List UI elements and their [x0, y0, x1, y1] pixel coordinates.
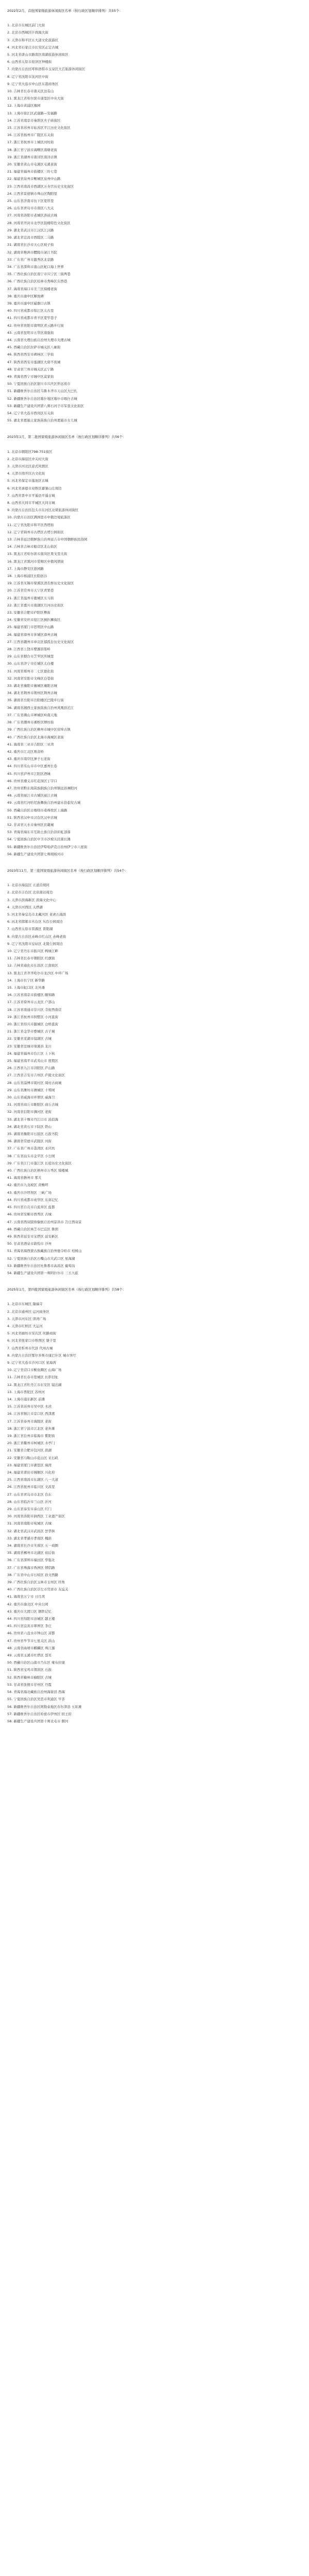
list-item: 18. 浙江省宁波市江北区 老外滩 [7, 1426, 55, 1431]
list-item: 41. 海南省万宁市 日月湾 [7, 1595, 45, 1599]
list-item: 18. 上海市杨浦区长阳创谷 [7, 574, 47, 579]
list-item: 41. 四川省成都市青羊区宽窄巷子 [7, 316, 57, 320]
list-item: 55. 新疆维吾尔自治区伊犁哈萨克自治州伊宁市六星街 [7, 844, 88, 849]
list-item: 49. 青海省西宁市城中区莫家街 [7, 374, 54, 379]
list-item: 23. 福建省厦门市湖里区 海湾 [7, 1463, 52, 1467]
list-item: 25. 山东省济南市历下区宽厚里 [7, 199, 54, 204]
list-item: 7. 山西省晋中市平遥县平遥古城 [7, 493, 55, 498]
list-item: 14. 江苏省南京市秦淮区夫子庙街区 [7, 118, 61, 123]
list-item: 33. 广东省广州市越秀区北京路 [7, 257, 54, 262]
list-item: 31. 河南省南阳市宛城区 古城 [7, 1521, 52, 1526]
list-item: 5. 河北省唐山市路南区南湖旅游休闲街区 [7, 53, 68, 57]
list-item: 48. 云南省丽江市古城区丽江古城 [7, 793, 57, 798]
list-item: 47. 陕西省西安市莲湖区大唐不夜城 [7, 360, 61, 364]
list-item: 57. 新疆维吾尔自治区哈密市伊州区 回王府 [7, 1711, 72, 1716]
list-item: 54. 新疆生产建设兵团第一师阿拉尔市 三五九旅 [7, 1270, 78, 1275]
list-item: 32. 河南省安阳市文峰区仓巷街 [7, 676, 54, 681]
list-item: 13. 上海市普陀区 苏州河 [7, 1389, 45, 1394]
list-item: 43. 重庆市沙坪坝区 三峡广场 [7, 1190, 52, 1195]
list-item: 21. 浙江省温州市鹿城区五马街 [7, 596, 54, 600]
list-item: 43. 重庆市南岸区弹子石老街 [7, 757, 50, 761]
list-item: 53. 新疆维吾尔自治区吐鲁番市高昌区 葡萄沟 [7, 1263, 75, 1268]
list-item: 8. 山西省大同市平城区大同古城 [7, 501, 55, 505]
list-item: 30. 河南省洛阳市涧西区 工业遗产街区 [7, 1514, 65, 1519]
list-item: 14. 吉林省吉林市船营区北山街区 [7, 545, 57, 549]
list-item: 1. 北京市东城区 隆福寺 [7, 1302, 43, 1307]
section-heading: 2022年2月，首批国家级旅游休闲街区名单（按行政区划顺序排列）共55个： [7, 9, 123, 13]
list-item: 52. 甘肃省天水市秦州区伏羲城 [7, 822, 54, 827]
list-item: 1. 北京市朝阳区798-751街区 [7, 449, 53, 454]
list-item: 40. 广西壮族自治区崇左市凭祥市 友谊关 [7, 1587, 68, 1592]
list-item: 34. 湖北省黄石市下陆区 铁山 [7, 1124, 52, 1129]
list-item: 27. 江西省赣州市章贡区郁孤台历史文化街区 [7, 639, 74, 644]
list-item: 36. 广西壮族自治区桂林市秀峰区东西巷 [7, 279, 67, 284]
list-item: 51. 陕西省汉中市汉台区汉中古城 [7, 815, 57, 820]
list-item: 48. 西藏自治区林芝市巴宜区 鲁朗 [7, 1227, 58, 1231]
list-item: 26. 福建省漳州市芗城区漳州古城 [7, 632, 57, 637]
list-item: 28. 山东省淄博市周村区 周村古商城 [7, 1080, 62, 1085]
list-item: 46. 贵州省遵义市红花岗区丁字口 [7, 778, 57, 783]
list-item: 48. 云南省曲靖市麒麟区 珠江源 [7, 1646, 55, 1650]
list-item: 56. 新疆生产建设兵团第七师胡杨河市 [7, 852, 64, 856]
list-item: 22. 浙江省嘉兴市南湖区月河历史街区 [7, 603, 64, 607]
section-heading: 2025年1月，第四批国家级旅游休闲街区名单（按行政区划顺序排列）共58个： [7, 1287, 126, 1292]
list-item: 15. 江苏省苏州市吴中区 木渎 [7, 1404, 52, 1409]
list-item: 52. 新疆维吾尔自治区喀什地区喀什市喀什古城 [7, 396, 77, 401]
list-item: 16. 黑龙江省黑河市爱辉区中俄风情街 [7, 559, 64, 564]
list-item: 2. 北京市海淀区中关村大街 [7, 456, 48, 461]
list-item: 32. 河南省信阳市浉河区 老街 [7, 1110, 52, 1114]
list-item: 39. 重庆市渝中区磁器口古镇 [7, 301, 50, 306]
list-item: 54. 辽宁省大连市西岗区东关街 [7, 411, 54, 415]
list-item: 6. 河北省张家口市桥西区 堡子里 [7, 1338, 56, 1343]
list-item: 44. 四川省乐山市市中区嘉州长卷 [7, 764, 57, 769]
list-item: 32. 湖北省武汉市武昌区 昙华林 [7, 1529, 55, 1533]
list-item: 38. 广东省中山市石岐区 孙文西路 [7, 1572, 58, 1577]
list-item: 13. 上海市徐汇区武康路—安福路 [7, 111, 57, 115]
list-item: 17. 上海市静安区愚园路 [7, 566, 44, 571]
list-item: 33. 湖北省襄阳市襄城区襄阳古城 [7, 684, 57, 688]
list-item: 51. 青海省海西蒙古族藏族自治州德令哈市 柏树山 [7, 1249, 82, 1253]
list-item: 39. 广西壮族自治区柳州市城中区窑埠古镇 [7, 727, 71, 732]
list-item: 50. 西藏自治区日喀则市桑珠孜区上海路 [7, 808, 67, 812]
list-item: 20. 浙江省绍兴市越城区 仓桥直街 [7, 1022, 58, 1027]
list-item: 9. 辽宁省大连市中山区东港商务区 [7, 81, 59, 86]
list-item: 23. 安徽省宣城市绩溪县 龙川 [7, 1044, 52, 1048]
list-item: 3. 天津市和平区五大道文化旅游区 [7, 38, 59, 42]
list-item: 8. 内蒙古自治区鄂尔多斯市康巴什区 城市客厅 [7, 1353, 76, 1358]
list-item: 55. 宁夏回族自治区吴忠市利通区 早茶 [7, 1697, 65, 1702]
list-item: 3. 天津市河东区 津湾广场 [7, 1316, 46, 1321]
list-item: 15. 江苏省苏州市姑苏区平江历史文化街区 [7, 126, 71, 130]
list-item: 46. 贵州省六盘水市钟山区 凉都 [7, 1631, 55, 1636]
list-item: 22. 安徽省马鞍山市花山区 采石矶 [7, 1455, 58, 1460]
list-item: 11. 吉林省长春市朝阳区 红旗街 [7, 956, 55, 961]
list-item: 55. 湖北省恩施土家族苗族自治州恩施市女儿城 [7, 418, 77, 423]
list-item: 27. 山东省青岛市市北区 台东 [7, 1492, 52, 1497]
list-item: 21. 安徽省合肥市包河区 滨湖 [7, 1448, 52, 1453]
list-item: 39. 广东省江门市蓬江区 长堤历史文化街区 [7, 1161, 72, 1165]
list-item: 11. 吉林省长春市宽城区 长影旧址 [7, 1375, 58, 1380]
list-item: 52. 陕西省榆林市榆阳区 古城 [7, 1675, 52, 1680]
list-section [7, 7, 306, 424]
list-section [7, 1286, 306, 1725]
list-item: 24. 福建省莆田市城厢区 兴化府 [7, 1470, 55, 1475]
list-item: 34. 湖北省荆州市荆州区荆州古城 [7, 691, 57, 696]
list-item: 9. 内蒙古自治区包头市东河区北梁旅游休闲街区 [7, 508, 79, 513]
list-item: 54. 青海省海北藏族自治州海晏县 西海 [7, 1690, 65, 1694]
list-item: 37. 广东省广州市荔湾区 永庆坊 [7, 1146, 55, 1151]
list-item: 10. 辽宁省营口市鲅鱼圈区 山海广场 [7, 1368, 62, 1372]
list-item: 56. 新疆维吾尔自治区阿勒泰地区布尔津县 五彩滩 [7, 1704, 82, 1709]
list-item: 14. 上海市浦东新区 前滩 [7, 1397, 45, 1401]
list-item: 29. 山东省潍坊市潍城区 十笏园 [7, 1088, 55, 1092]
list-item: 10. 辽宁省丹东市振兴区 鸭绿江畔 [7, 948, 58, 953]
list-item: 38. 广东省潮州市湘桥区牌坊街 [7, 720, 54, 725]
list-item: 12. 吉林省通化市东昌区 江南街区 [7, 963, 58, 968]
list-item: 41. 海南省三亚市吉阳区三亚湾 [7, 742, 54, 747]
list-item: 13. 吉林省延边朝鲜族自治州延吉市中国朝鲜族民俗园 [7, 537, 88, 542]
list-item: 47. 云南省西双版纳傣族自治州景洪市 告庄西双景 [7, 1219, 82, 1224]
list-section [7, 433, 306, 858]
list-item: 49. 云南省红河哈尼族彝族自治州建水县临安古城 [7, 801, 81, 805]
list-item: 42. 重庆市渝北区 中央公园 [7, 1602, 48, 1606]
list-item: 25. 福建省厦门市思明区中山路 [7, 625, 54, 630]
list-item: 9. 辽宁省大连市沙河口区 星海湾 [7, 1360, 56, 1365]
list-item: 1. 北京市东城区前门大街 [7, 23, 45, 28]
list-item: 35. 广西壮族自治区南宁市兴宁区三街两巷 [7, 272, 71, 277]
list-item: 19. 浙江省湖州市南浔区南浔古镇 [7, 155, 57, 159]
list-item: 24. 江西省景德镇市珠山区陶阳里 [7, 191, 57, 196]
list-item: 7. 山西省忻州市代县 代州古城 [7, 1346, 53, 1350]
list-item: 40. 广西壮族自治区梧州市万秀区 骑楼城 [7, 1168, 68, 1173]
list-item: 15. 黑龙江省哈尔滨市南岗区果戈里大街 [7, 552, 67, 556]
list-item: 9. 辽宁省沈阳市皇姑区 北陵公园周边 [7, 941, 63, 946]
list-item: 4. 天津市红桥区 大运河 [7, 1324, 43, 1328]
list-item: 46. 陕西省西安市碑林区三学街 [7, 352, 54, 357]
list-item: 58. 新疆生产建设兵团第十师北屯市 额河 [7, 1719, 68, 1723]
list-item: 4. 天津市河西区 天塔湖 [7, 905, 43, 909]
list-item: 37. 广东省佛山市禅城区岭南天地 [7, 713, 57, 717]
list-item: 24. 福建省福州市台江区 上下杭 [7, 1051, 55, 1056]
list-item: 29. 山东省烟台市芝罘区所城里 [7, 654, 54, 659]
list-item: 36. 广东省深圳市福田区 华强北 [7, 1558, 55, 1563]
list-item: 54. 宁夏回族自治区中卫市沙坡头区南长滩 [7, 837, 71, 842]
list-item: 49. 云南省玉溪市红塔区 聂耳 [7, 1653, 52, 1658]
list-item: 29. 湖北省武汉市江汉区江汉路 [7, 228, 54, 232]
list-item: 53. 青海省海东市互助土族自治县彩虹部落 [7, 830, 71, 835]
list-item: 45. 四川省泸州市江阳区酒城 [7, 771, 50, 776]
list-item: 40. 四川省成都市锦江区太古里 [7, 309, 54, 313]
list-item: 38. 广东省汕头市金平区 小公园 [7, 1154, 55, 1158]
list-item: 8. 内蒙古自治区赤峰市红山区 赤峰老街 [7, 934, 66, 939]
list-item: 33. 湖北省孝感市孝南区 槐荫 [7, 1536, 52, 1540]
list-item: 5. 河北省保定市莲池区古城 [7, 479, 48, 483]
list-item: 34. 广东省深圳市南山区蛇口海上世界 [7, 264, 64, 269]
list-item: 35. 湖南省衡阳市石鼓区 石鼓书院 [7, 1132, 58, 1137]
list-item: 31. 河南省郑州市二七区德化街 [7, 669, 54, 673]
list-item: 45. 西藏自治区拉萨市城关区八廓街 [7, 345, 61, 350]
list-item: 18. 浙江省宁波市海曙区南塘老街 [7, 147, 57, 152]
list-item: 20. 浙江省衢州市柯城区 水亭门 [7, 1441, 55, 1446]
list-item: 42. 重庆市江北区观音桥 [7, 749, 44, 754]
list-item: 22. 安徽省芜湖市镜湖区 古城 [7, 1037, 52, 1041]
list-item: 13. 黑龙江省齐齐哈尔市龙沙区 中环广场 [7, 971, 68, 975]
list-item: 2. 北京市通州区 运河商务区 [7, 1309, 49, 1314]
list-item: 8. 辽宁省沈阳市沈河区中街 [7, 74, 48, 79]
list-item: 50. 宁夏回族自治区银川市兴庆区怀远夜市 [7, 382, 71, 386]
list-item: 16. 江苏省南京市鼓楼区 颐和路 [7, 993, 55, 997]
list-item: 26. 江西省抚州市临川区 文昌里 [7, 1485, 55, 1489]
list-item: 17. 江苏省徐州市云龙区 户部山 [7, 1000, 55, 1005]
list-item: 37. 海南省海口市美兰区骑楼老街 [7, 286, 57, 291]
list-item: 4. 河北省石家庄市长安区正定古城 [7, 45, 59, 49]
list-item: 45. 四川省宜宾市翠屏区 李庄 [7, 1624, 52, 1629]
list-item: 1. 北京市海淀区 五道营胡同 [7, 883, 49, 888]
list-item: 6. 山西省太原市迎泽区钟楼街 [7, 60, 52, 64]
list-item: 3. 天津市滨海新区 滨海文化中心 [7, 897, 56, 902]
list-item: 24. 安徽省安庆市迎江区倒扒狮街区 [7, 618, 61, 622]
section-heading: 2023年11月，第三批国家级旅游休闲街区名单（按行政区划顺序排列）共54个： [7, 868, 128, 873]
list-item: 11. 黑龙江省哈尔滨市道里区中央大街 [7, 96, 64, 101]
list-item: 42. 重庆市九龙坡区 黄桷坪 [7, 1183, 48, 1188]
list-item: 40. 广西壮族自治区北海市海城区老街 [7, 735, 64, 739]
list-item: 32. 湖南省株洲市醴陵市渌江书院 [7, 250, 57, 255]
list-item: 50. 甘肃省酒泉市敦煌市 沙州 [7, 1242, 52, 1246]
list-item: 37. 广东省珠海市香洲区 情侣路 [7, 1565, 55, 1570]
list-item: 28. 江西省上饶市婺源县篁岭 [7, 647, 50, 652]
list-item: 39. 广西壮族自治区玉林市玉州区 旺角 [7, 1580, 65, 1585]
list-item: 43. 重庆市大渡口区 钢铁记忆 [7, 1609, 52, 1614]
list-item: 34. 湖南省长沙市芙蓉区 五一商圈 [7, 1544, 58, 1548]
list-item: 44. 云南省大理白族自治州大理市大理古城 [7, 337, 71, 342]
list-item: 25. 福建省南平市武夷山市 度假区 [7, 1059, 58, 1063]
list-section [7, 867, 306, 1277]
list-item: 12. 辽宁省锦州市古塔区古塔公园街区 [7, 530, 64, 534]
list-item: 44. 四川省成都市成华区 东郊记忆 [7, 1197, 58, 1202]
list-item: 33. 湖北省十堰市丹江口市 沧浪海 [7, 1117, 58, 1122]
list-item: 27. 河南省洛阳市老城区洛邑古城 [7, 213, 57, 218]
list-item: 5. 河北省廊坊市安次区 丝路商街 [7, 1331, 56, 1336]
list-item: 47. 贵州省黔东南苗族侗族自治州镇远县舞阳河 [7, 786, 77, 790]
list-item: 21. 浙江省金华市婺城区 古子城 [7, 1029, 55, 1034]
list-item: 6. 河北省邯郸市丛台区 丛台公园周边 [7, 920, 63, 924]
list-item: 2. 北京市西城区什刹海大街 [7, 30, 48, 35]
list-item: 12. 上海市黄浦区豫园 [7, 104, 41, 108]
list-item: 42. 贵州省贵阳市南明区青云路步行街 [7, 323, 64, 328]
list-item: 30. 山东省济宁市任城区太白楼 [7, 662, 54, 666]
list-item: 25. 江西省南昌市东湖区 八一大道 [7, 1478, 58, 1482]
list-item: 18. 江苏省南通市崇川区 寺街西南营 [7, 1007, 62, 1012]
list-item: 31. 湖南省长沙市天心区坡子街 [7, 243, 54, 247]
list-item: 46. 贵州省安顺市西秀区 古城 [7, 1212, 52, 1217]
list-item: 11. 辽宁省沈阳市和平区西塔街 [7, 522, 54, 527]
list-item: 26. 江西省九江市浔阳区 庐山路 [7, 1066, 55, 1071]
list-item: 20. 江苏省常州市天宁区青果巷 [7, 588, 54, 593]
list-item: 26. 山东省青岛市市南区八大关 [7, 206, 54, 211]
list-item: 45. 四川省自贡市自流井区 盐都 [7, 1205, 55, 1210]
list-item: 4. 天津市南开区古文化街 [7, 471, 45, 476]
list-item: 30. 山东省威海市环翠区 威海卫 [7, 1095, 55, 1100]
list-item: 16. 江苏省扬州市广陵区东关街 [7, 133, 54, 138]
list-item: 28. 山东省临沂市兰山区 沂河 [7, 1499, 52, 1504]
list-item: 10. 内蒙古自治区满洲里市中俄边境旅游区 [7, 515, 71, 520]
list-item: 29. 山东省泰安市泰山区 红门 [7, 1507, 52, 1512]
list-item: 28. 河南省开封市龙亭区鼓楼特色文化街区 [7, 221, 71, 225]
list-item: 52. 宁夏回族自治区石嘴山市大武口区 星海湖 [7, 1256, 75, 1261]
list-item: 19. 浙江省台州市临海市 紫阳街 [7, 1433, 55, 1438]
list-item: 17. 浙江省杭州市上城区河坊街 [7, 140, 54, 145]
list-item: 49. 陕西省延安市宝塔区 延安新区 [7, 1234, 58, 1239]
list-item: 23. 江西省南昌市西湖区万寿宫历史文化街区 [7, 184, 74, 189]
list-item: 19. 江苏省无锡市梁溪区清名桥历史文化街区 [7, 581, 74, 586]
list-item: 51. 陕西省宝鸡市渭滨区 石鼓 [7, 1668, 52, 1672]
list-item: 27. 江西省吉安市吉州区 庐陵文化街区 [7, 1073, 65, 1078]
list-item: 47. 贵州省毕节市七星关区 洪山 [7, 1638, 55, 1643]
list-item: 51. 新疆维吾尔自治区乌鲁木齐市天山区大巴扎 [7, 389, 77, 394]
list-item: 48. 甘肃省兰州市城关区正宁路 [7, 367, 54, 371]
list-item: 36. 湖南省湘西土家族苗族自治州凤凰县沱江 [7, 705, 74, 710]
list-item: 35. 湖南省岳阳市岳阳楼区巴陵步行街 [7, 698, 64, 703]
list-item: 16. 江苏省镇江市京口区 西津渡 [7, 1412, 55, 1416]
list-item: 20. 安徽省黄山市屯溪区屯溪老街 [7, 162, 57, 167]
list-item: 43. 云南省昆明市五华区南强街 [7, 330, 54, 335]
list-item: 5. 河北省秦皇岛市北戴河区 老虎石海滨 [7, 912, 66, 917]
list-item: 3. 天津市河北区意式风情区 [7, 464, 48, 468]
list-item: 38. 重庆市渝中区解放碑 [7, 294, 44, 298]
list-item: 44. 四川省绵阳市涪城区 越王楼 [7, 1617, 55, 1621]
list-item: 31. 河南省商丘市睢阳区 商丘古城 [7, 1103, 58, 1107]
list-item: 22. 福建省泉州市鲤城区泉州中山路 [7, 177, 61, 181]
list-item: 7. 内蒙古自治区呼和浩特市玉泉区大召旅游休闲街区 [7, 67, 85, 72]
list-item: 17. 江苏省泰州市海陵区 老街 [7, 1419, 52, 1423]
list-item: 50. 西藏自治区山南市乃东区 雍布拉康 [7, 1660, 65, 1665]
list-item: 53. 甘肃省张掖市甘州区 丹霞 [7, 1682, 52, 1687]
section-heading: 2023年1月，第二批国家级旅游休闲街区名单（按行政区划顺序排列）共56个： [7, 435, 126, 439]
list-item: 21. 福建省福州市鼓楼区三坊七巷 [7, 170, 57, 174]
list-item: 15. 上海市虹口区 北外滩 [7, 986, 45, 990]
list-item: 23. 安徽省合肥市庐阳区罍街 [7, 611, 50, 615]
list-item: 19. 浙江省杭州市拱墅区 小河直街 [7, 1014, 58, 1019]
list-item: 7. 山西省太原市晋源区 晋阳湖 [7, 927, 53, 931]
list-item: 6. 河北省承德市双桥区避暑山庄周边 [7, 486, 62, 490]
list-item: 36. 湖南省常德市武陵区 河街 [7, 1139, 52, 1144]
list-item: 30. 湖北省宜昌市西陵区二马路 [7, 235, 54, 240]
list-item: 35. 湖南省郴州市北湖区 裕后街 [7, 1551, 55, 1555]
list-item: 12. 黑龙江省牡丹江市东安区 镜泊湖 [7, 1382, 62, 1387]
list-item: 2. 北京市丰台区 北京南站周边 [7, 890, 53, 895]
list-item: 10. 吉林省长春市南关区这有山 [7, 89, 54, 94]
list-item: 14. 上海市长宁区 新华路 [7, 978, 45, 982]
list-item: 41. 海南省儋州市 那大 [7, 1176, 42, 1180]
list-item: 53. 新疆生产建设兵团第八师石河子市军垦文化街区 [7, 403, 84, 408]
